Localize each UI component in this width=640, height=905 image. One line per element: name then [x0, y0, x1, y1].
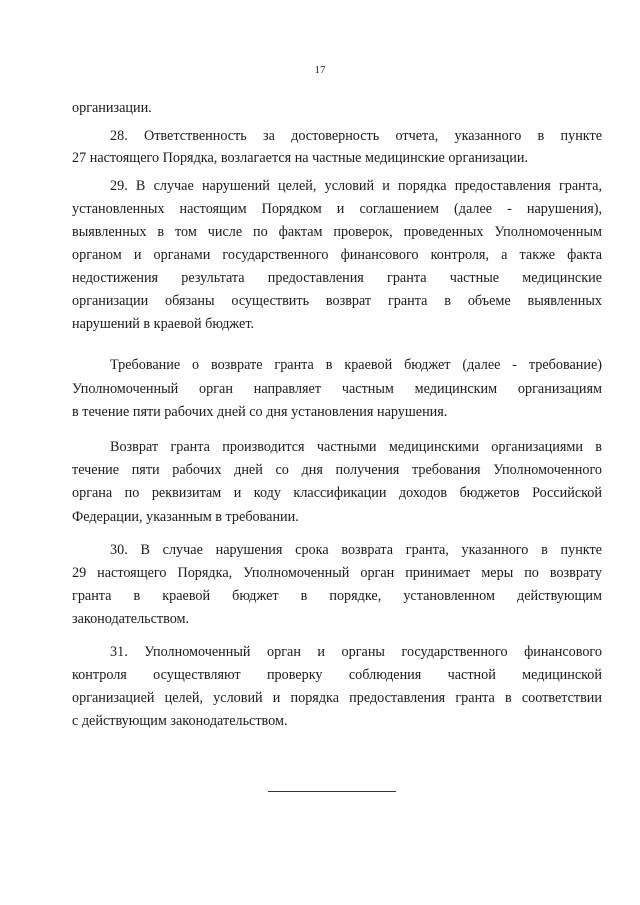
paragraph-5-line-2: течение пяти рабочих дней со дня получения требования Уполномоченного	[72, 462, 602, 478]
paragraph-3-line-7: нарушений в краевой бюджет.	[72, 316, 255, 332]
paragraph-4-line-2: Уполномоченный орган направляет частным медицинским организациям	[72, 381, 602, 397]
paragraph-7-line-1: 31. Уполномоченный орган и органы государственного финансового	[110, 644, 602, 660]
paragraph-7-line-3: организацией целей, условий и порядка предоставления гранта в соответствии	[72, 690, 602, 706]
page-number: 17	[314, 64, 326, 76]
paragraph-1-line-1: организации.	[72, 100, 152, 116]
paragraph-3-line-4: органом и органами государственного финансового контроля, а также факта	[72, 247, 602, 263]
paragraph-3-line-3: выявленных в том числе по фактам проверок, проведенных Уполномоченным	[72, 224, 602, 240]
paragraph-3-line-1: 29. В случае нарушений целей, условий и порядка предоставления гранта,	[110, 178, 602, 194]
closing-rule	[268, 791, 396, 792]
paragraph-5-line-3: органа по реквизитам и коду классификации доходов бюджетов Российской	[72, 485, 602, 501]
paragraph-5-line-1: Возврат гранта производится частными медицинскими организациями в	[110, 439, 602, 455]
paragraph-7-line-4: с действующим законодательством.	[72, 713, 288, 729]
paragraph-4-line-3: в течение пяти рабочих дней со дня установления нарушения.	[72, 404, 448, 420]
paragraph-2-line-1: 28. Ответственность за достоверность отчета, указанного в пункте	[110, 128, 602, 144]
paragraph-7-line-2: контроля осуществляют проверку соблюдения частной медицинской	[72, 667, 602, 683]
paragraph-2-line-2: 27 настоящего Порядка, возлагается на частные медицинские организации.	[72, 150, 529, 166]
paragraph-6-line-3: гранта в краевой бюджет в порядке, установленном действующим	[72, 588, 602, 604]
paragraph-6-line-2: 29 настоящего Порядка, Уполномоченный орган принимает меры по возврату	[72, 565, 602, 581]
paragraph-3-line-6: организации обязаны осуществить возврат гранта в объеме выявленных	[72, 293, 602, 309]
paragraph-6-line-1: 30. В случае нарушения срока возврата гранта, указанного в пункте	[110, 542, 602, 558]
paragraph-4-line-1: Требование о возврате гранта в краевой бюджет (далее - требование)	[110, 357, 602, 373]
paragraph-5-line-4: Федерации, указанным в требовании.	[72, 509, 299, 525]
paragraph-6-line-4: законодательством.	[72, 611, 190, 627]
paragraph-3-line-2: установленных настоящим Порядком и соглашением (далее - нарушения),	[72, 201, 602, 217]
paragraph-3-line-5: недостижения результата предоставления гранта частные медицинские	[72, 270, 602, 286]
